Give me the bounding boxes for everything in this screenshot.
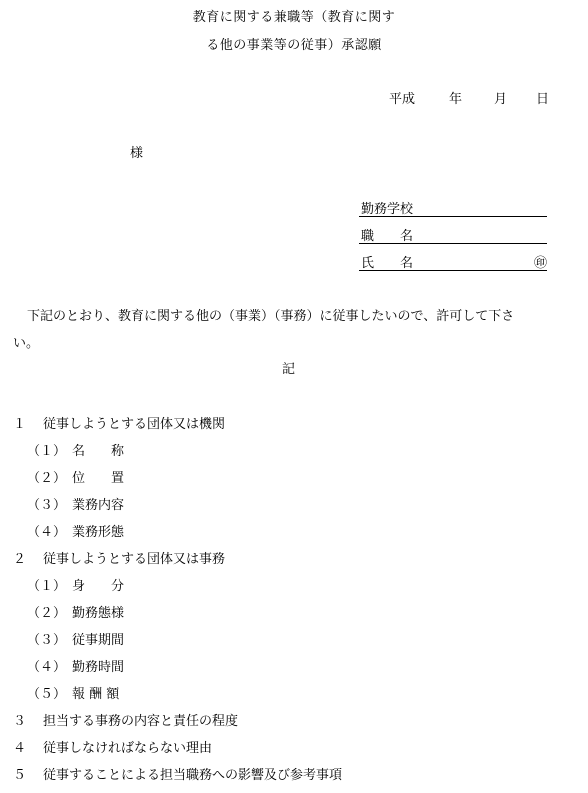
date-line <box>0 92 588 108</box>
name-label: 氏 名 <box>361 256 414 271</box>
name-line <box>359 252 547 271</box>
item-text: 従事しようとする団体又は事務 <box>43 552 226 567</box>
title-line-2: る他の事業等の従事）承認願 <box>206 38 382 53</box>
sub-item-number: （４） <box>27 660 67 675</box>
sub-item-text: 業務内容 <box>72 498 125 513</box>
date-month: 月 <box>494 92 508 107</box>
sub-item-number: （１） <box>27 579 67 594</box>
date-year: 年 <box>449 92 463 107</box>
sub-item-text: 勤務態様 <box>72 606 125 621</box>
sub-item <box>27 660 327 676</box>
sub-item-text: 業務形態 <box>72 525 125 540</box>
sub-item-number: （２） <box>27 606 67 621</box>
sub-item-text: 位 置 <box>72 471 125 486</box>
addressee-suffix: 様 <box>130 146 144 161</box>
school-label: 勤務学校 <box>361 202 414 217</box>
list-item <box>13 417 513 433</box>
item-text: 担当する事務の内容と責任の程度 <box>43 714 239 729</box>
sub-item-number: （３） <box>27 633 67 648</box>
item-text: 従事しなければならない理由 <box>43 741 213 756</box>
sub-item-number: （１） <box>27 444 67 459</box>
date-day: 日 <box>536 92 550 107</box>
sub-item-text: 身 分 <box>72 579 125 594</box>
sub-item-number: （４） <box>27 525 67 540</box>
item-text: 従事することによる担当職務への影響及び参考事項 <box>43 768 343 783</box>
body-line-1: 下記のとおり、教育に関する他の（事業）（事務）に従事したいので、許可して下さ <box>27 309 515 324</box>
sub-item <box>27 525 327 541</box>
seal-mark: ㊞ <box>533 256 547 271</box>
item-number: ３ <box>13 714 27 729</box>
sub-item <box>27 498 327 514</box>
item-number: １ <box>13 417 27 432</box>
position-label: 職 名 <box>361 229 414 244</box>
sub-item <box>27 579 327 595</box>
item-text: 従事しようとする団体又は機関 <box>43 417 226 432</box>
sub-item <box>27 687 327 703</box>
ki-heading: 記 <box>282 362 296 377</box>
date-era: 平成 <box>389 92 416 107</box>
sub-item-text: 勤務時間 <box>72 660 125 675</box>
school-line <box>359 198 547 217</box>
sub-item-text: 報 酬 額 <box>72 687 120 702</box>
position-line <box>359 225 547 244</box>
sub-item <box>27 471 327 487</box>
item-number: ５ <box>13 768 27 783</box>
sub-item-number: （３） <box>27 498 67 513</box>
item-number: ２ <box>13 552 27 567</box>
list-item <box>13 741 513 757</box>
sub-item <box>27 606 327 622</box>
sub-item-number: （２） <box>27 471 67 486</box>
sub-item-text: 従事期間 <box>72 633 125 648</box>
sub-item-number: （５） <box>27 687 67 702</box>
sub-item-text: 名 称 <box>72 444 125 459</box>
sub-item <box>27 633 327 649</box>
list-item <box>13 714 513 730</box>
sub-item <box>27 444 327 460</box>
list-item <box>13 552 513 568</box>
title-line-1: 教育に関する兼職等（教育に関す <box>192 10 396 25</box>
item-number: ４ <box>13 741 27 756</box>
body-line-2: い。 <box>13 336 40 351</box>
list-item <box>13 768 573 784</box>
